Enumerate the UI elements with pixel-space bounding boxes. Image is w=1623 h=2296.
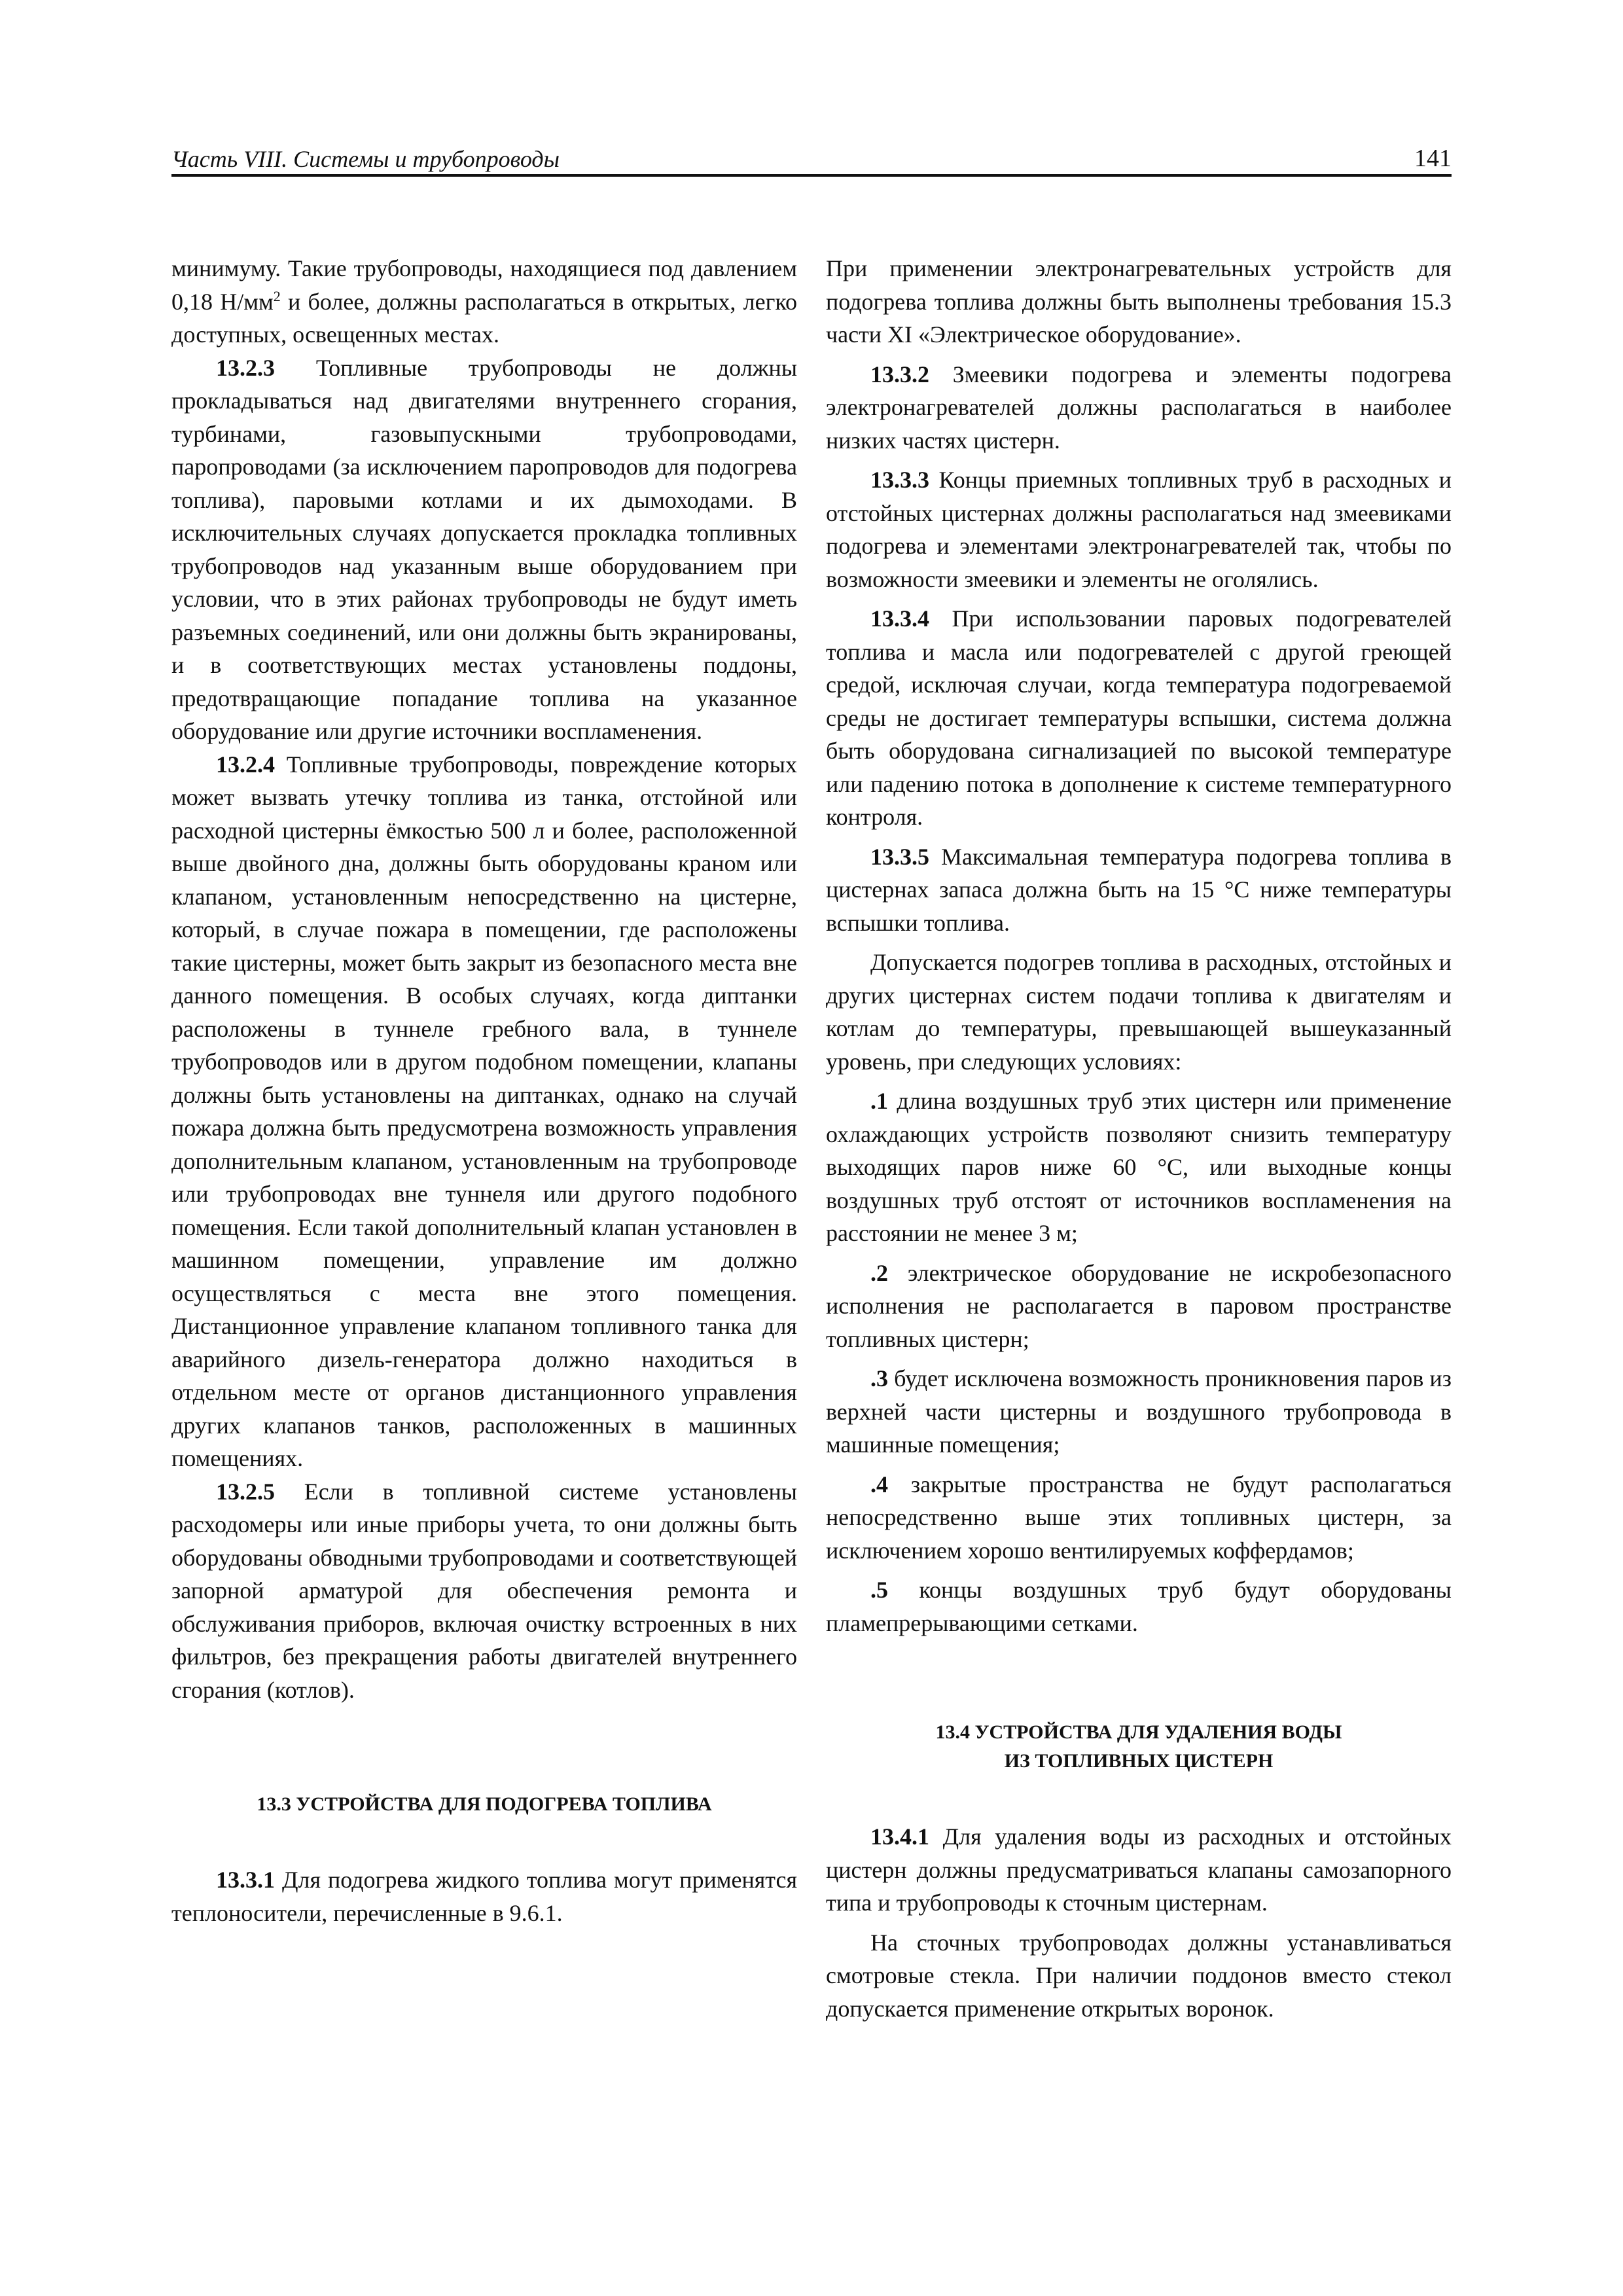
- paragraph: Допускается подогрев топлива в расходных, отстойных и других цистернах систем подачи топлива к двигателям и котлам до температуры, превышающей вышеуказанный уровень, при следующих условиях:: [826, 949, 1452, 1075]
- clause-13-3-3: 13.3.3 Концы приемных топливных труб в расходных и отстойных цистернах должны располагаться над змеевиками подогрева и элементами электронагревателей так, чтобы по возможности змеевики и элементы не оголялись.: [826, 467, 1452, 592]
- list-item: .3 будет исключена возможность проникновения паров из верхней части цистерны и воздушного трубопровода в машинные помещения;: [826, 1365, 1452, 1458]
- clause-13-2-4: 13.2.4 Топливные трубопроводы, повреждение которых может вызвать утечку топлива из танка, отстойной или расходной цистерны ёмкостью 500 л и более, расположенной выше двойного дна, должны быть оборудованы краном или клапаном, установленным непосредственно на цистерне, который, в случае пожара в помещении, где расположены такие цистерны, может быть закрыт из безопасного места вне данного помещения. В особых случаях, когда диптанки расположены в туннеле гребного вала, в туннеле трубопроводов или в другом подобном помещении, клапаны должны быть установлены на диптанках, однако на случай пожара должна быть предусмотрена возможность управления дополнительным клапаном, установленным на трубопроводе или трубопроводах вне туннеля или другого подобного помещения. Если такой дополнительный клапан установлен в машинном помещении, управление им должно осуществляться с места вне этого помещения. Дистанционное управление клапаном топливного танка для аварийного дизель-генератора должно находиться в отдельном месте от органов дистанционного управления других клапанов танков, расположенных в машинных помещениях.: [171, 751, 797, 1471]
- header-rule: [171, 174, 1452, 177]
- page-number: 141: [1414, 145, 1452, 172]
- clause-13-3-1: 13.3.1 Для подогрева жидкого топлива могут применятся теплоносители, перечисленные в 9.6.1.: [171, 1867, 797, 1926]
- list-item: .1 длина воздушных труб этих цистерн или применение охлаждающих устройств позволяют снизить температуру выходящих паров ниже 60 °С, или выходные концы воздушных труб отстоят от источников воспламенения на расстоянии не менее 3 м;: [826, 1088, 1452, 1246]
- list-item: .2 электрическое оборудование не искробезопасного исполнения не располагается в паровом пространстве топливных цистерн;: [826, 1259, 1452, 1352]
- clause-13-3-4: 13.3.4 При использовании паровых подогревателей топлива и масла или подогревателей с другой греющей средой, исключая случаи, когда температура подогреваемой среды не достигает температуры вспышки, система должна быть оборудована сигнализацией по высокой температуре или падению потока в дополнение к системе температурного контроля.: [826, 605, 1452, 830]
- clause-13-2-5: 13.2.5 Если в топливной системе установлены расходомеры или иные приборы учета, то они должны быть оборудованы обводными трубопроводами и соответствующей запорной арматурой для обеспечения ремонта и обслуживания приборов, включая очистку встроенных в них фильтров, без прекращения работы двигателей внутреннего сгорания (котлов).: [171, 1478, 797, 1703]
- paragraph: На сточных трубопроводах должны устанавливаться смотровые стекла. При наличии поддонов вместо стекол допускается применение открытых воронок.: [826, 1929, 1452, 2022]
- paragraph: При применении электронагревательных устройств для подогрева топлива должны быть выполнены требования 15.3 части XI «Электрическое оборудование».: [826, 255, 1452, 348]
- list-item: .5 концы воздушных труб будут оборудованы пламепрерывающими сетками.: [826, 1577, 1452, 1636]
- paragraph: минимуму. Такие трубопроводы, находящиеся под давлением 0,18 $Н/мм^2$ и более, должны располагаться в открытых, легко доступных, освещенных местах.: [171, 255, 798, 348]
- left-column: [171, 252, 797, 1929]
- clause-13-4-1: 13.4.1 Для удаления воды из расходных и отстойных цистерн должны предусматриваться клапаны самозапорного типа и трубопроводы к сточным цистернам.: [826, 1823, 1452, 1916]
- header-title: Часть VIII. Системы и трубопроводы: [171, 146, 560, 172]
- clause-13-2-3: 13.2.3 Топливные трубопроводы не должны прокладываться над двигателями внутреннего сгорания, турбинами, газовыпускными трубопроводами, паропроводами (за исключением паропроводов для подогрева топлива), паровыми котлами и их дымоходами. В исключительных случаях допускается прокладка топливных трубопроводов над указанным выше оборудованием при условии, что в этих районах трубопроводы не будут иметь разъемных соединений, или они должны быть экранированы, и в соответствующих местах установлены поддоны, предотвращающие попадание топлива на указанное оборудование или другие источники воспламенения.: [171, 354, 797, 744]
- clause-13-3-2: 13.3.2 Змеевики подогрева и элементы подогрева электронагревателей должны располагаться в наиболее низких частях цистерн.: [826, 361, 1452, 454]
- clause-13-3-5: 13.3.5 Максимальная температура подогрева топлива в цистернах запаса должна быть на 15 °С ниже температуры вспышки топлива.: [826, 843, 1452, 936]
- running-header: [171, 143, 1452, 177]
- section-heading-13-3: 13.3 УСТРОЙСТВА ДЛЯ ПОДОГРЕВА ТОПЛИВА: [257, 1793, 712, 1815]
- section-heading-13-4: 13.4 УСТРОЙСТВА ДЛЯ УДАЛЕНИЯ ВОДЫ ИЗ ТОПЛИВНЫХ ЦИСТЕРН: [935, 1721, 1342, 1772]
- right-column: [826, 252, 1452, 2025]
- list-item: .4 закрытые пространства не будут располагаться непосредственно выше этих топливных цистерн, за исключением хорошо вентилируемых коффердамов;: [826, 1471, 1452, 1564]
